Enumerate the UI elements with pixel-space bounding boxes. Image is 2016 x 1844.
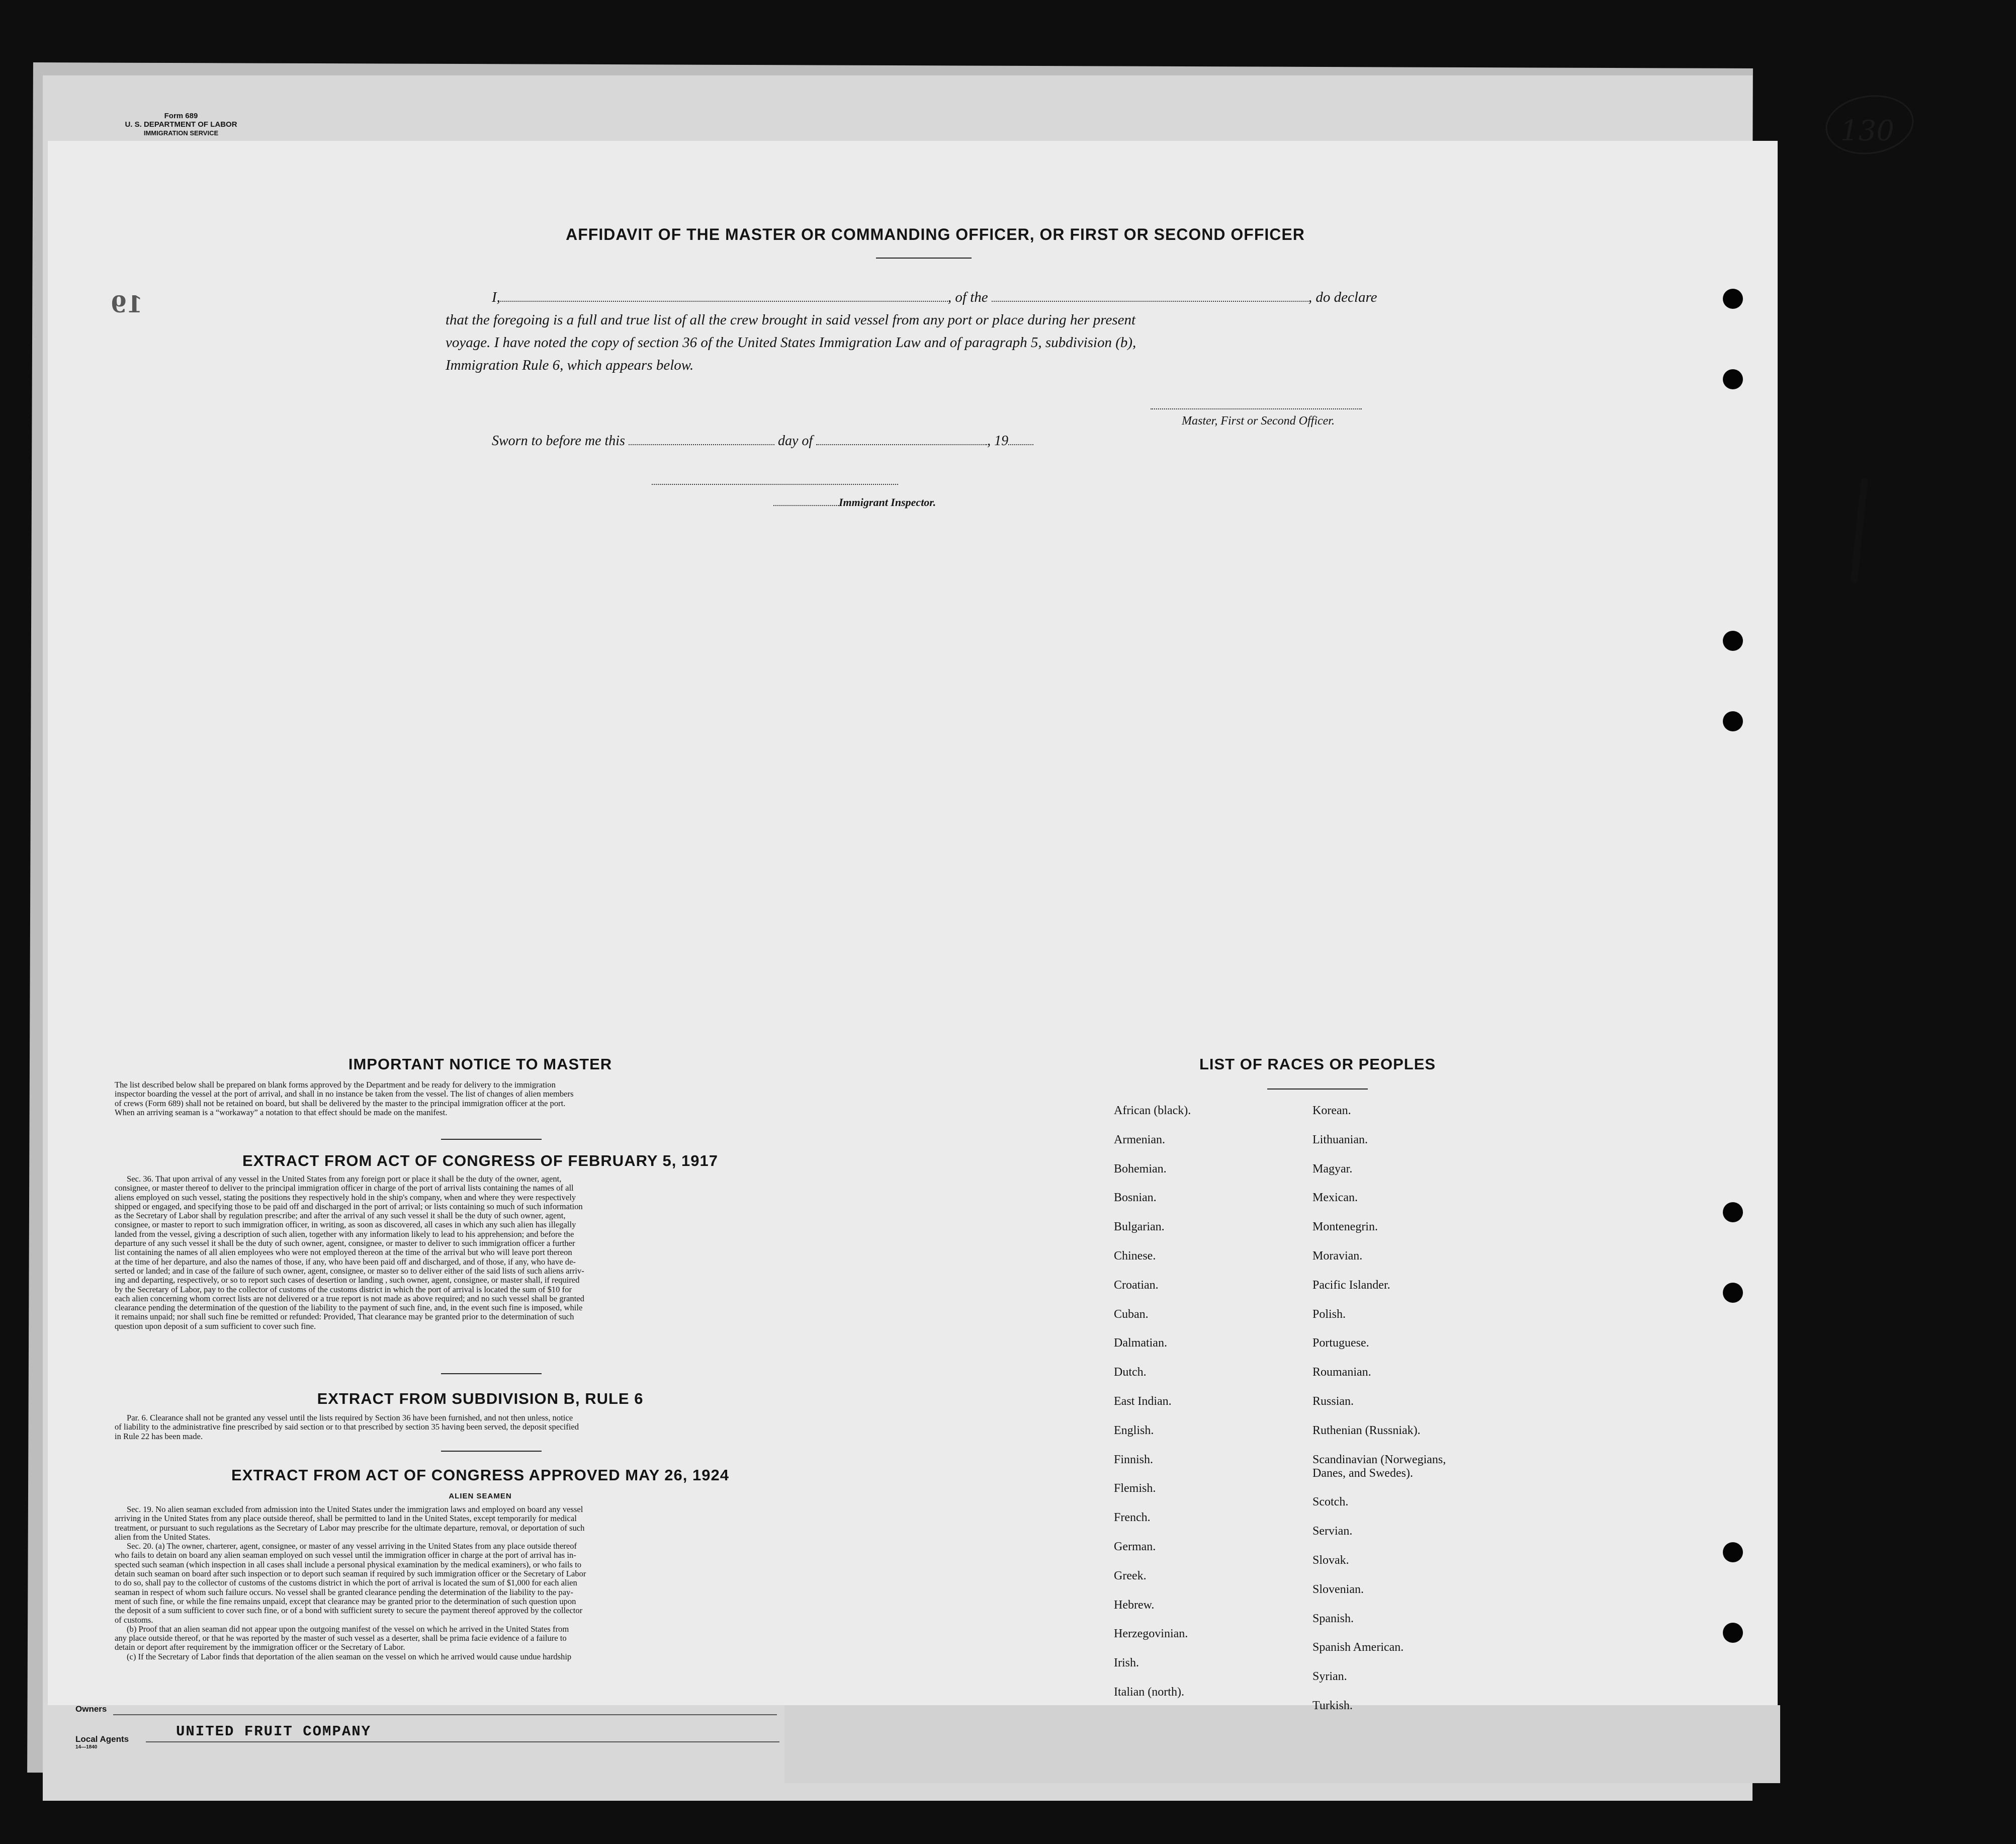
races-title: LIST OF RACES OR PEOPLES — [1199, 1055, 1436, 1073]
race-item: Korean. — [1312, 1104, 1351, 1117]
extract-1924-subtitle: ALIEN SEAMEN — [449, 1492, 512, 1500]
year-field[interactable] — [1008, 444, 1033, 445]
race-item: Bulgarian. — [1114, 1220, 1165, 1234]
race-item: Bohemian. — [1114, 1162, 1167, 1176]
master-signature-label: Master, First or Second Officer. — [1182, 414, 1335, 428]
extract-1924-body — [115, 1505, 846, 1661]
binder-hole — [1723, 1542, 1743, 1562]
name-field[interactable] — [500, 301, 948, 302]
sworn-label: Sworn to before me this — [492, 433, 625, 449]
race-item: German. — [1114, 1540, 1156, 1553]
extract-rule6-title: EXTRACT FROM SUBDIVISION B, RULE 6 — [317, 1390, 644, 1407]
inspector-signature-line[interactable] — [652, 484, 898, 485]
day-of-label: day of — [777, 433, 813, 449]
extract-1917-line: consignee, or master to report to such immigration officer, in writing, as soon as discovered, all cases in which any such alien has illegally — [115, 1220, 576, 1230]
race-item: Pacific Islander. — [1312, 1278, 1390, 1292]
extract-1924-line: (b) Proof that an alien seaman did not appear upon the outgoing manifest of the vessel on which he arrived in the United States from — [127, 1624, 569, 1634]
race-item: Slovenian. — [1312, 1582, 1364, 1596]
sworn-line — [492, 432, 1033, 451]
extract-1917-line: at the time of her departure, and also the names of those, if any, who have been paid off and discharged, and of those, if any, who have de- — [115, 1257, 576, 1267]
binder-hole — [1723, 1623, 1743, 1643]
extract-1917-body — [115, 1175, 846, 1331]
affidavit-line-4: Immigration Rule 6, which appears below. — [446, 357, 694, 373]
binder-hole — [1723, 1283, 1743, 1303]
race-item: Herzegovinian. — [1114, 1627, 1188, 1641]
extract-1917-line: shipped or engaged, and specifying those to be paid off and discharged in the port of arrival; or lists containing so much of such information — [115, 1202, 583, 1211]
notice-line: When an arriving seaman is a “workaway” a notation to that effect should be made on the manifest. — [115, 1108, 448, 1117]
year-label: , 19 — [987, 433, 1009, 449]
extract-1917-line: question upon deposit of a sum sufficient to cover such fine. — [115, 1321, 316, 1331]
race-item: Dalmatian. — [1114, 1336, 1167, 1350]
race-item: Mexican. — [1312, 1191, 1358, 1205]
extract-1924-line: ment of such fine, or while the fine remains unpaid, except that clearance may be granted prior to the determination of such question upon — [115, 1597, 576, 1606]
extract-1924-line: treatment, or pursuant to such regulations as the Secretary of Labor may prescribe for the ultimate departure, removal, or deportation of such — [115, 1523, 585, 1533]
month-field[interactable] — [816, 444, 987, 445]
extract-1924-line: (c) If the Secretary of Labor finds that deportation of the alien seaman on the vessel on which he arrived would cause undue hardship — [127, 1652, 572, 1661]
owners-line — [113, 1714, 777, 1715]
race-item: Bosnian. — [1114, 1191, 1157, 1205]
race-item: Irish. — [1114, 1656, 1139, 1670]
extract-1917-line: serted or landed; and in case of the failure of such owner, agent, consignee, or master so to deliver either of the said lists of such aliens arriv- — [115, 1266, 584, 1276]
notice-body — [115, 1080, 846, 1117]
binder-hole — [1723, 289, 1743, 309]
notice-line: The list described below shall be prepared on blank forms approved by the Department and be ready for delivery to the immigration — [115, 1080, 556, 1089]
extract-1924-line: spected such seaman (which inspection in all cases shall include a personal physical examination by the medical examiners), or who fails to — [115, 1560, 582, 1569]
affidavit-line-3: voyage. I have noted the copy of section 36 of the United States Immigration Law and of paragraph 5, subdivision (b), — [446, 334, 1136, 351]
extract-1924-line: of customs. — [115, 1615, 153, 1625]
rule6-line: Par. 6. Clearance shall not be granted any vessel until the lists required by Section 36 have been furnished, and not then unless, notice — [127, 1413, 573, 1422]
of-the-label: , of the — [947, 289, 988, 305]
day-field[interactable] — [629, 444, 774, 445]
extract-1917-line: clearance pending the determination of the question of the liability to the payment of such fine, and, in the event such fine is imposed, while — [115, 1303, 583, 1313]
bleed-through-number: 19 — [111, 291, 143, 318]
master-signature-line[interactable] — [1151, 408, 1362, 409]
section-rule — [441, 1373, 542, 1374]
extract-1924-line: detain such seaman on board after such inspection or to deport such seaman if required by such immigration officer or the Secretary of Labor — [115, 1569, 586, 1579]
notice-line: inspector boarding the vessel at the port of arrival, and shall in no instance be taken from the vessel. The list of changes of alien members — [115, 1089, 574, 1099]
extract-1924-line: Sec. 19. No alien seaman excluded from admission into the United States under the immigration laws and employed on board any vessel — [127, 1505, 583, 1514]
race-item: Montenegrin. — [1312, 1220, 1378, 1234]
extract-1924-line: any place outside thereof, or that he was reported by the master of such vessel as a deserter, shall be prima facie evidence of a failure to — [115, 1634, 567, 1643]
race-item: East Indian. — [1114, 1395, 1172, 1408]
race-item: Croatian. — [1114, 1278, 1159, 1292]
race-item: Lithuanian. — [1312, 1133, 1368, 1146]
extract-1917-line: departure of any such vessel it shall be the duty of such owner, agent, consignee, or master to deliver to such immigration officer a further — [115, 1239, 575, 1248]
section-rule — [441, 1139, 542, 1140]
race-item: French. — [1114, 1511, 1151, 1525]
form-code: 14—1840 — [75, 1744, 98, 1750]
extract-1917-line: by the Secretary of Labor, pay to the collector of customs of the customs district in which the port of arrival is located the sum of $10 for — [115, 1285, 572, 1294]
department-name: U. S. DEPARTMENT OF LABOR — [125, 120, 237, 129]
race-item: Cuban. — [1114, 1307, 1149, 1321]
race-item: Russian. — [1312, 1395, 1354, 1408]
extract-1924-line: arriving in the United States from any place outside thereof, shall be permitted to land in the United States, except temporarily for medical — [115, 1514, 577, 1524]
race-item: Portuguese. — [1312, 1336, 1369, 1350]
race-item: Polish. — [1312, 1307, 1346, 1321]
extract-1924-line: seaman in respect of whom such failure occurs. No vessel shall be granted clearance pending the determination of the liability to the pay- — [115, 1587, 573, 1597]
extract-1924-line: Sec. 20. (a) The owner, charterer, agent, consignee, or master of any vessel arriving in the United States from any place outside thereof — [127, 1542, 577, 1551]
race-item: Italian (north). — [1114, 1686, 1184, 1699]
extract-1924-line: the deposit of a sum sufficient to cover such fine, or of a bond with sufficient surety to secure the payment thereof approved by the collector — [115, 1606, 583, 1616]
race-item: African (black). — [1114, 1104, 1191, 1117]
extract-1917-line: each alien concerning whom correct lists are not delivered or a true report is not made as above required; and no such vessel shall be granted — [115, 1294, 584, 1303]
race-item: Servian. — [1312, 1525, 1353, 1538]
race-item: Ruthenian (Russniak). — [1312, 1423, 1421, 1437]
section-rule — [441, 1451, 542, 1452]
form-header — [108, 112, 254, 137]
handwritten-page-number: 130 — [1840, 115, 1894, 147]
race-item: Danes, and Swedes). — [1312, 1466, 1413, 1480]
race-item: Hebrew. — [1114, 1598, 1155, 1612]
extract-1917-line: aliens employed on such vessel, stating the positions they respectively hold in the ship's company, when and where they were respectively — [115, 1193, 576, 1202]
extract-1917-title: EXTRACT FROM ACT OF CONGRESS OF FEBRUARY 5, 1917 — [242, 1152, 718, 1169]
race-item: Dutch. — [1114, 1366, 1147, 1379]
title-underline — [876, 258, 972, 259]
race-item: Roumanian. — [1312, 1366, 1371, 1379]
race-item: Spanish American. — [1312, 1641, 1404, 1654]
extract-1917-line: landed from the vessel, giving a description of such alien, together with any information likely to lead to his apprehension; and before the — [115, 1229, 574, 1239]
race-item: Chinese. — [1114, 1249, 1156, 1263]
binder-hole — [1723, 711, 1743, 731]
form-number: Form 689 — [164, 112, 198, 120]
owners-label: Owners — [75, 1704, 107, 1714]
affidavit-title: AFFIDAVIT OF THE MASTER OR COMMANDING OFFICER, OR FIRST OR SECOND OFFICER — [566, 225, 1305, 243]
race-item: Flemish. — [1114, 1482, 1156, 1495]
races-rule — [1267, 1088, 1368, 1089]
race-item: Scotch. — [1312, 1495, 1349, 1509]
binder-hole — [1723, 631, 1743, 651]
race-item: Armenian. — [1114, 1133, 1165, 1146]
lower-sheet-strip — [784, 1705, 1780, 1783]
binder-hole — [1723, 369, 1743, 389]
extract-1917-line: list containing the names of all alien employees who were not employed thereon at the time of the arrival but who will leave port thereon — [115, 1248, 572, 1258]
rule6-line: in Rule 22 has been made. — [115, 1432, 203, 1441]
i-label: I, — [492, 289, 500, 305]
extract-1917-line: as the Secretary of Labor shall by regulation prescribe; and after the arrival of any such vessel it shall be the duty of such owner, agent, — [115, 1211, 566, 1221]
affidavit-line-1 — [492, 288, 1377, 307]
race-item: Spanish. — [1312, 1612, 1354, 1625]
extract-1924-line: who fails to detain on board any alien seaman employed on such vessel until the immigration officer in charge at the port of arrival has in- — [115, 1551, 576, 1560]
inspector-label: Immigrant Inspector. — [773, 493, 936, 512]
notice-title: IMPORTANT NOTICE TO MASTER — [348, 1055, 612, 1073]
rule6-line: of liability to the administrative fine prescribed by said section or to that prescribed by section 35 having been served, the deposit specified — [115, 1422, 579, 1432]
handwritten-mark — [1850, 478, 1868, 583]
extract-1924-line: detain or deport after requirement by the immigration officer or the Secretary of Labor. — [115, 1643, 405, 1652]
extract-rule6-body — [115, 1413, 846, 1441]
race-item: Slovak. — [1312, 1554, 1349, 1567]
extract-1924-line: to do so, shall pay to the collector of customs of the customs district in which the port of arrival is located the sum of $1,000 for each alien — [115, 1578, 577, 1588]
handwritten-circle — [1822, 90, 1917, 159]
extract-1924-line: alien from the United States. — [115, 1532, 211, 1542]
race-item: Finnish. — [1114, 1453, 1154, 1466]
race-item: Magyar. — [1312, 1162, 1353, 1176]
notice-line: of crews (Form 689) shall not be retained on board, but shall be delivered by the master to the principal immigration officer at the port. — [115, 1099, 566, 1108]
local-agent-name: UNITED FRUIT COMPANY — [176, 1723, 372, 1740]
race-item: Greek. — [1114, 1569, 1147, 1582]
binder-hole — [1723, 1202, 1743, 1222]
race-item: Scandinavian (Norwegians, — [1312, 1453, 1446, 1466]
extract-1924-title: EXTRACT FROM ACT OF CONGRESS APPROVED MAY 26, 1924 — [231, 1466, 729, 1484]
local-agents-line — [146, 1741, 779, 1742]
local-agents-label: Local Agents — [75, 1734, 129, 1744]
race-item: Syrian. — [1312, 1670, 1347, 1684]
vessel-field[interactable] — [992, 301, 1308, 302]
race-item: Moravian. — [1312, 1249, 1363, 1263]
extract-1917-line: ing and departing, respectively, or so to report such cases of desertion or landing , such owner, agent, consignee, or master shall, if required — [115, 1276, 580, 1285]
extract-1917-line: consignee, or master thereof to deliver to the principal immigration officer in charge of the port of arrival lists containing the names of all — [115, 1184, 574, 1193]
race-item: English. — [1114, 1423, 1154, 1437]
do-declare-label: , do declare — [1308, 289, 1377, 305]
extract-1917-line: Sec. 36. That upon arrival of any vessel in the United States from any foreign port or place it shall be the duty of the owner, agent, — [127, 1175, 562, 1184]
race-item: Turkish. — [1312, 1699, 1353, 1712]
service-name: IMMIGRATION SERVICE — [143, 129, 219, 137]
extract-1917-line: it remains unpaid; nor shall such fine be remitted or refunded: Provided, That clearance may be granted prior to the determination of such — [115, 1312, 574, 1322]
affidavit-line-2: that the foregoing is a full and true list of all the crew brought in said vessel from any port or place during her present — [446, 312, 1136, 328]
